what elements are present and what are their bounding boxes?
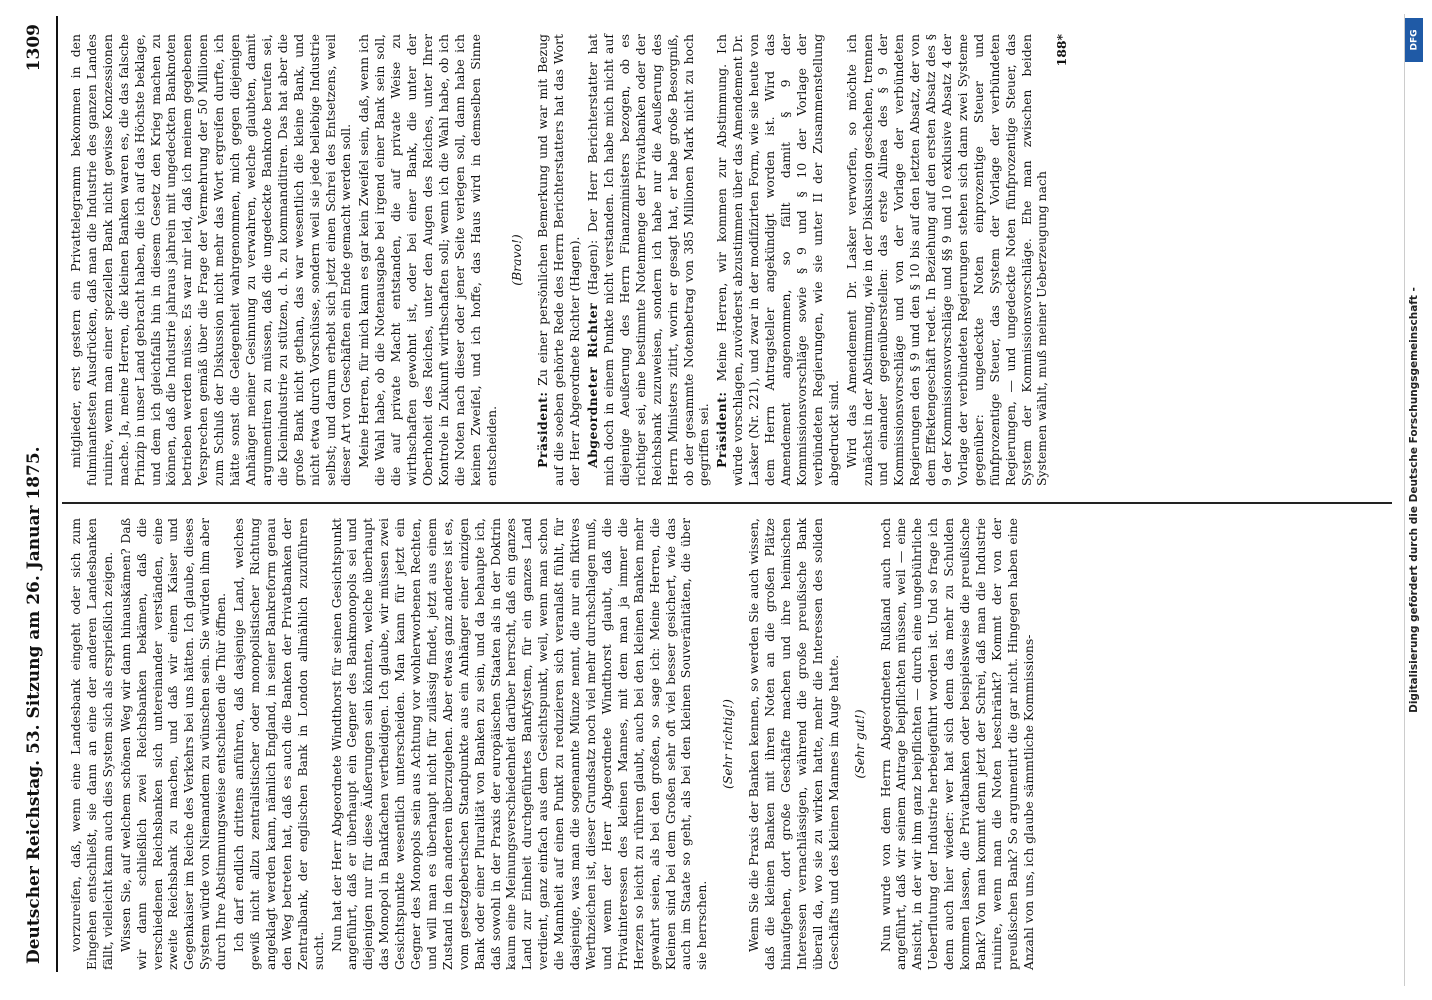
page-header [16,16,58,972]
paragraph-text: Ich darf endlich drittens anführen, daß dasjenige Land, welches gewiß nicht allzu zentralistischer oder monopolistischer Richtung angeklagt werden kann, nämlich England, in seiner Bankreform genau den Weg betreten hat, daß es auch die Banken der Privatbanken der Zentralbank, der englischen Bank in London allmählich zuzuführen sucht. [231,518,326,970]
paragraph [746,518,841,970]
paragraph-text: Wenn Sie die Praxis der Banken kennen, so werden Sie auch wissen, daß die kleinen Banken mit ihren Noten an die großen Plätze hinaufgehen, dort große Geschäfte machen und ihre heimischen Interessen vernachlässigen, während die große preußische Bank überall da, wo sie zu wirken hatte, mehr die Interessen des soliden Geschäfts und des kleinen Mannes im Auge hatte. [746,518,841,970]
paragraph-text: Nun wurde von dem Herrn Abgeordneten Rußland auch noch angeführt, daß wir seinem Antrage beipflichten müssen, weil — eine Ansicht, in der wir ihm ganz beipflichten — durch eine ungebührliche Ueberflutung der Industrie herbeigeführt worden ist. Und so frage ich denn auch hier wieder: wer hat sich denn das mehr zu Schulden kommen lassen, die Privatbanken oder beispielsweise die preußische Bank? Von man kommt denn jetzt der Schrei, daß man die Industrie ruinire, wenn man die Noten beschränkt? Kommt der von der preußischen Bank? So argumentirt die gar nicht. Hingegen haben eine Anzahl von uns, ich glaube sämmtliche Kommissions- [877,518,1036,970]
paragraph-text: Meine Herren, für mich kann es gar kein Zweifel sein, daß, wenn ich die Wahl habe, ob die Notenausgabe bei irgend einer Bank sein soll, die auf private Macht entstanden, die auf private Weise zu wirthschaften gewohnt ist, oder bei einer Bank, die unter der Oberhoheit des Reiches, unter den Augen des Reiches, unter Ihrer Kontrole in Zukunft wirthschaften soll; wenn ich die Wahl habe, ob ich die Noten nach dieser oder jener Seite verlegen soll, dann habe ich keinen Zweifel, und ich hoffe, das Haus wird in demselben Sinne entscheiden. [356,34,499,486]
paragraph [329,518,711,970]
paragraph-text: (Hagen): Der Herr Berichterstatter hat mich doch in einem Punkte nicht verstanden. Ich habe mich nicht auf diejenige Aeußerung des Herrn Finanzministers bezogen, ob es richtiger sei, eine bestimmte Notenmenge der Privatbanken oder der Reichsbank zuzuweisen, sondern ich habe nur die Aeußerung des Herrn Ministers zitirt, worin er gesagt hat, er habe große Besorgniß, ob der gesammte Notenbetrag von 385 Millionen Mark nicht zu hoch gegriffen sei. [585,34,712,486]
right-column [68,34,1070,486]
paragraph-text: mitglieder, erst gestern ein Privattelegramm bekommen in den fulminantesten Ausdrücken, daß man die Industrie des ganzen Landes ruinire, wenn man einer speziellen Bank nicht gewisse Konzessionen mache. Ja, meine Herren, die kleinen Banken waren es, die das falsche Prinzip in unser Land gebracht haben, die ich auf das Höchste beklage, und dem ich gleichfalls hin in diesem Gesetz den Krieg machen zu können, daß die Industrie jahraus jahrein mit ungedeckten Banknoten betrieben werden müsse. Es war mir leid, daß ich meinem gegebenen Versprechen gemäß über die Frage der Vermehrung der 50 Millionen zum Schluß der Diskussion nicht mehr das Wort ergreifen durfte, ich hätte sonst die Gelegenheit wahrgenommen, mich gegen diejenigen Anhänger meiner Gesinnung zu verwahren, welche glaubten, damit argumentiren zu müssen, daß die ungedeckte Banknote berufen sei, die Kleinindustrie zu stützen, d. h. zu kommanditiren. Das hat aber die große Bank nicht gethan, das war wesentlich die kleine Bank, und nicht etwa durch Vorschüsse, sondern weil sie jede beliebige Industrie selbst; und darum erhebt sich jetzt einen Schrei des Entsetzens, weil dieser Art von Geschäften ein Ende gemacht werden soll. [68,34,354,486]
interjection-note: (Bravo!) [509,234,525,286]
left-column [68,518,1039,970]
column-divider [62,502,1392,504]
paragraph-text: Wird das Amendement Dr. Lasker verworfen, so möchte ich zunächst in der Abstimmung, wie in der Diskussion geschehen, trennen und einander gegenüberstellen: das erste Alinea des § 9 der Kommissionsvorschläge und von der Vorlage der verbündeten Regierungen den § 9 und den § 10 bis auf den letzten Absatz, der von dem Effektengeschäft redet. In Beziehung auf den ersten Absatz des § 9 der Kommissionsvorschläge und §§ 9 und 10 exklusive Absatz 4 der Vorlage der verbündeten Regierungen stehen sich dann zwei Systeme gegenüber: ungedeckte Noten einprozentige Steuer und fünfprozentige Steuer, das System der Vorlage der verbündeten Regierungen, — und ungedeckte Noten fünfprozentige Steuer, das System der Kommissionsvorschläge. Ehe man zwischen beiden Systemen wählt, muß meiner Ueberzeugung nach [843,34,1050,486]
paragraph-text: vorzureifen, daß, wenn eine Landesbank eingeht oder sich zum Eingehen entschließt, sie dann an eine der anderen Landesbanken fällt, vielleicht kann auch dies System sich als ersprießlich zeigen. [68,518,115,970]
page-number: 1309 [24,24,44,72]
paragraph [68,34,354,486]
paragraph [878,518,1037,970]
paragraph [68,518,116,970]
paragraph-text: Nun hat der Herr Abgeordnete Windthorst für seinen Gesichtspunkt angeführt, daß er überhaupt ein Gegner des Bankmonopols sei und diejenigen nur für diese Äußerungen sein könnten, welche überhaupt das Monopol in Bankfachen vertheidigen. Ich glaube, wir müssen zwei Gesichtspunkte wesentlich unterscheiden. Man kann für jetzt ein Gegner des Monopols sein aus Achtung vor wohlerworbenen Rechten, und will man es überhaupt nicht für zulässig findet, jetzt aus einem Zustand in den anderen überzugehen. Aber etwas ganz anderes ist es, vom gesetzgeberischen Standpunkte aus ein Anhänger einer einzigen Bank oder einer Pluralität von Banken zu sein, und da behaupte ich, daß sowohl in der Praxis der europäischen Staaten als in der Doktrin kaum eine Meinungsverschiedenheit darüber herrscht, daß ein ganzes Land zur Einheit durchgeführtes Bankfystem, für ein ganzes Land verdient, ganz einfach aus dem Gesichtspunkt, weil, wenn man schon die Mannheit auf einen Punkt zu reduzieren sich veranlaßt fühlt, für dasjenige, was man die sogenannte Münze nennt, die nur ein fiktives Werthzeichen ist, dieser Grundsatz noch viel mehr durchschlagen muß, und wenn der Herr Abgeordnete Windthorst glaubt, daß die Privatinteressen des kleinen Mannes, mit dem man ja immer die Herzen so leicht zu rühren glaubt, auch bei den kleinen Banken mehr gewahrt seien, als bei den großen, so sage ich: Meine Herren, die Kleinen sind bei dem Großen sehr oft viel besser gesichert, wie das auch im Staate so geht, als bei den kleinen Souveränitäten, die über sie herrschen. [328,518,710,970]
paragraph [356,34,499,486]
digitization-credit: Digitalisierung gefördert durch die Deutsche Forschungsgemeinschaft - [1408,287,1420,713]
paragraph-text: Wissen Sie, auf welchem schönen Weg wir dann hinauskämen? Daß wir dann schließlich zwei Reichsbanken bekämen, daß die verschiedenen Reichsbanken sich untereinander verständen, eine zweite Reichsbank zu machen, und daß wir einem Kaiser und Gegenkaiser im Reiche des Verkehrs bei uns hätten. Ich glaube, dieses System würde von Niemandem zu wünschen sein. Sie würden ihm aber durch Ihre Abstimmungsweise entschieden die Thür öffnen. [117,518,229,970]
speaker-name: Abgeordneter Richter [585,302,601,468]
speaker-name: Präsident: [535,391,551,468]
speaker-name: Präsident: [714,391,730,468]
interjection-note: (Sehr gut!) [851,709,867,779]
paragraph [714,34,841,486]
sheet-signature: 188* [1054,34,1070,67]
paragraph [535,34,583,486]
paragraph-text: Meine Herren, wir kommen zur Abstimmung. Ich würde vorschlagen, zuvörderst abzustimmen über das Amendement Dr. Lasker (Nr. 221), und zwar in der modifizirten Form, wie sie heute von dem Herrn Antragsteller angekündigt worden ist. Wird das Amendement angenommen, so fällt damit § 9 der Kommissionsvorschläge sowie § 9 und § 10 der Vorlage der verbündeten Regierungen, wie sie unter II der Zusammenstellung abgedruckt sind. [714,34,841,486]
paragraph [585,34,712,486]
paragraph [231,518,326,970]
interjection-note: (Sehr richtig!) [720,699,736,789]
paragraph [844,34,1051,486]
dfg-logo: DFG [1405,18,1423,62]
paragraph [118,518,229,970]
paragraph-text: Zu einer persönlichen Bemerkung und war mit Bezug auf die soeben gehörte Rede des Herrn Berichterstatters hat das Wort der Herr Abgeordnete Richter (Hagen). [535,34,583,486]
running-title: Deutscher Reichstag. 53. Sitzung am 26. Januar 1875. [24,446,44,964]
